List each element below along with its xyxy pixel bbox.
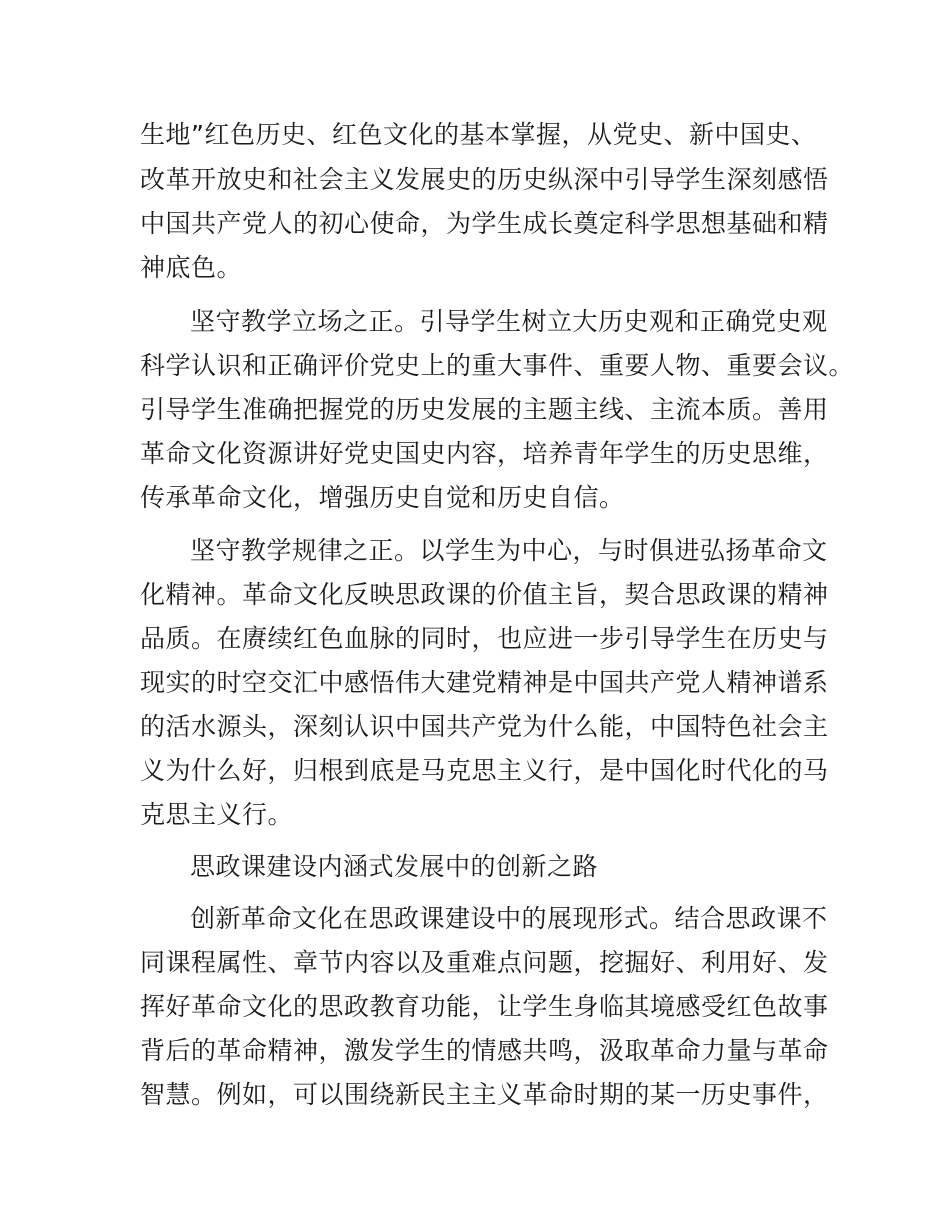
text-line: 同课程属性、章节内容以及重难点问题，挖掘好、利用好、发 (140, 948, 829, 977)
paragraph-first-line: 坚守教学规律之正。以学生为中心，与时俱进弘扬革命文 (190, 536, 828, 565)
text-line: 克思主义行。 (140, 800, 294, 829)
text-line: 的活水源头，深刻认识中国共产党为什么能，中国特色社会主 (140, 712, 829, 741)
text-line: 现实的时空交汇中感悟伟大建党精神是中国共产党人精神谱系 (140, 668, 829, 697)
text-line: 神底色。 (140, 253, 243, 282)
text-line: 背后的革命精神，激发学生的情感共鸣，汲取革命力量与革命 (140, 1036, 829, 1065)
text-line: 挥好革命文化的思政教育功能，让学生身临其境感受红色故事 (140, 992, 829, 1021)
text-line: 革命文化资源讲好党史国史内容，培养青年学生的历史思维， (140, 439, 829, 468)
text-line: 智慧。例如，可以围绕新民主主义革命时期的某一历史事件， (140, 1080, 829, 1109)
section-heading: 思政课建设内涵式发展中的创新之路 (190, 852, 599, 881)
text-line: 中国共产党人的初心使命，为学生成长奠定科学思想基础和精 (140, 209, 829, 238)
text-line: 生地”红色历史、红色文化的基本掌握，从党史、新中国史、 (140, 120, 817, 149)
text-line: 引导学生准确把握党的历史发展的主题主线、主流本质。善用 (140, 395, 829, 424)
paragraph-first-line: 创新革命文化在思政课建设中的展现形式。结合思政课不 (190, 904, 828, 933)
paragraph-first-line: 坚守教学立场之正。引导学生树立大历史观和正确党史观 (190, 307, 828, 336)
text-line: 科学认识和正确评价党史上的重大事件、重要人物、重要会议。 (140, 351, 855, 380)
text-line: 化精神。革命文化反映思政课的价值主旨，契合思政课的精神 (140, 580, 829, 609)
text-line: 传承革命文化，增强历史自觉和历史自信。 (140, 483, 625, 512)
text-line: 改革开放史和社会主义发展史的历史纵深中引导学生深刻感悟 (140, 165, 829, 194)
text-line: 品质。在赓续红色血脉的同时，也应进一步引导学生在历史与 (140, 624, 829, 653)
text-line: 义为什么好，归根到底是马克思主义行，是中国化时代化的马 (140, 756, 829, 785)
